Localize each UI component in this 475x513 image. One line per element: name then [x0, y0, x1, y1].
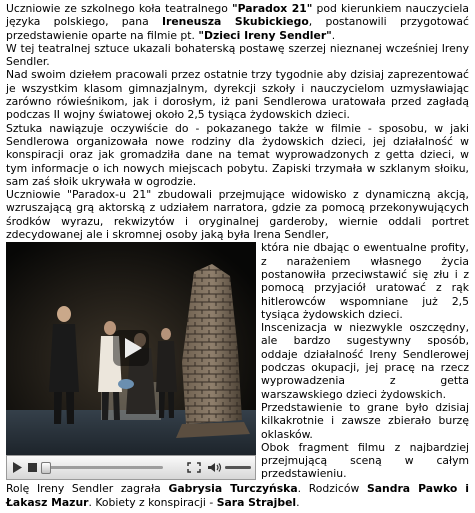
text-span: , postanowili przygotować przedstawienie oparte na filmie pt. — [6, 15, 469, 42]
text-span: . — [331, 28, 336, 42]
big-play-overlay[interactable] — [113, 330, 149, 366]
article — [6, 2, 469, 509]
article-paragraph: Uczniowie "Paradox-u 21" zbudowali przejmujące widowisko z dynamiczną akcją, wzruszającą grą aktorską z udziałem narratora, gdzie za pomocą przekonywujących środków wyrazu, rekwizytów i oryginalnej garderoby, wiernie oddali portret zdecydowanej ale i skromnej osoby jaką była Irena Sendler, — [6, 188, 469, 242]
text-span: . Rodziców — [297, 482, 367, 496]
article-paragraph: Obok fragment filmu z najbardziej przejmującą sceną w całym przedstawieniu. — [261, 440, 469, 481]
seek-handle[interactable] — [41, 462, 51, 474]
video-frame[interactable] — [6, 242, 256, 455]
video-controls — [6, 455, 256, 480]
actor-name: Gabrysia Turczyńska — [168, 482, 298, 496]
volume-slider[interactable] — [225, 466, 251, 469]
text-span: . Kobiety z konspiracji - — [88, 495, 217, 509]
article-intro — [6, 2, 469, 42]
fullscreen-icon[interactable] — [187, 462, 201, 473]
cast-credits — [6, 482, 469, 509]
seek-bar[interactable] — [43, 466, 163, 469]
text-span: pod kierunkiem nauczyciela języka polskiego, pana — [6, 2, 470, 29]
volume-level — [225, 466, 251, 469]
play-icon[interactable] — [12, 462, 23, 473]
video-player[interactable] — [6, 242, 256, 480]
video-still-scene — [6, 242, 256, 455]
text-span: . — [296, 495, 300, 509]
article-paragraph: Sztuka nawiązuje oczywiście do - pokazanego także w filmie - sposobu, w jaki Sendlerowa organizowała nowe rodziny dla żydowskich dzieci, jej działalność w konspiracji oraz jak gromadziła dane na temat wyprowadzonych z getta dzieci, w tym informacje o ich nowych miejscach pobytu. Zapiski trzymała w szklanym słoiku, sam zaś słoik ukrywała w ogrodzie. — [6, 121, 469, 188]
article-paragraph: Przedstawienie to grane było dzisiaj kilkakrotnie i zawsze zbierało burzę oklasków. — [261, 400, 469, 441]
article-paragraph: która nie dbając o ewentualne profity, z narażeniem własnego życia postanowiła przeciwstawić się złu i z pomocą przyjaciół uratować z rąk hitlerowców wspomniane już 2,5 tysiąca żydowskich dzieci. — [261, 241, 469, 321]
volume-icon[interactable] — [207, 462, 223, 473]
text-span: Rolę Ireny Sendler zagrała — [6, 482, 169, 496]
article-paragraph: W tej teatralnej sztuce ukazali bohaterską postawę szerzej nieznanej wcześniej Ireny Sendler. — [6, 41, 469, 69]
text-span: Uczniowie ze szkolnego koła teatralnego — [6, 2, 232, 15]
actor-name: Sara Strajbel — [216, 495, 297, 509]
actor-name: Sandra Pawko i Łakasz Mazur — [6, 482, 470, 509]
article-paragraph: Nad swoim dziełem pracowali przez ostatnie trzy tygodnie aby dzisiaj zaprezentować je wszystkim klasom gimnazjalnym, dyrekcji szkoły i nauczycielom uzmysławiając zarówno rówieśnikom, jak i dorosłym, iż pani Sendlerowa uratowała przed zagładą podczas II wojny światowej około 2,5 tysiąca żydowskich dzieci. — [6, 68, 469, 122]
stop-icon[interactable] — [27, 462, 38, 473]
article-paragraph: Inscenizacja w niezwykle oszczędny, ale bardzo sugestywny sposób, oddaje działalność Ireny Sendlerowej podczas okupacji, jej pracę na rzecz wyprowadzenia z getta warszawskiego dzieci żydowskich. — [261, 321, 469, 401]
teacher-name: Ireneusza Skubickiego — [161, 15, 309, 29]
group-name: "Paradox 21" — [232, 2, 313, 15]
film-title: "Dzieci Ireny Sendler" — [198, 28, 332, 42]
